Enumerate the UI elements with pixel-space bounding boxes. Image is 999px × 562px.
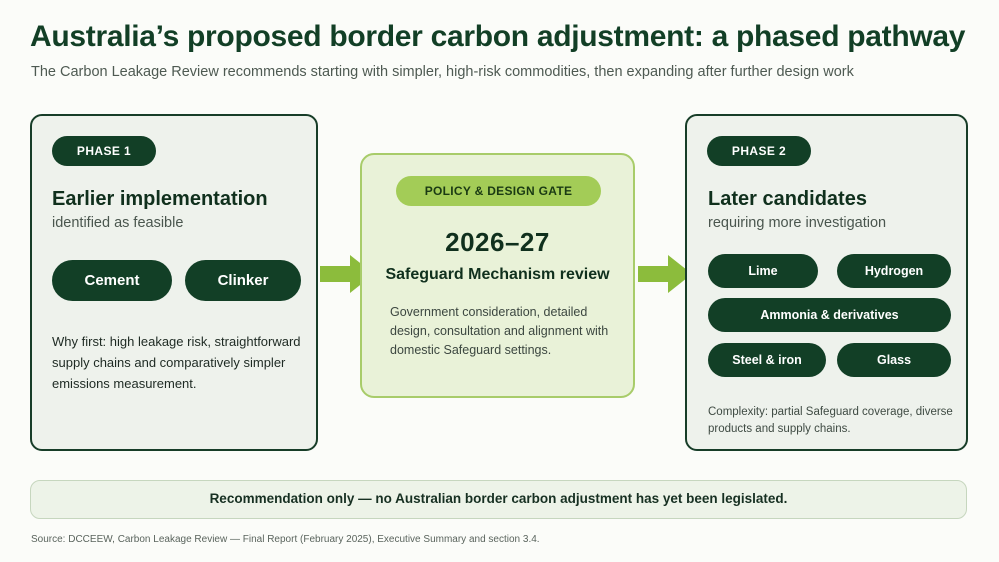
- policy-gate-panel: [360, 153, 635, 398]
- page-title: Australia’s proposed border carbon adjustment: a phased pathway: [30, 20, 966, 53]
- recommendation-banner: Recommendation only — no Australian border carbon adjustment has yet been legislated.: [30, 480, 967, 519]
- phase2-badge: PHASE 2: [707, 136, 811, 166]
- phase1-rationale: Why first: high leakage risk, straightforward supply chains and comparatively simpler emissions measurement.: [52, 334, 301, 391]
- commodity-pill-steel-iron: Steel & iron: [708, 343, 826, 377]
- phase2-title: Later candidates: [708, 188, 867, 210]
- source-note: Source: DCCEEW, Carbon Leakage Review — Final Report (February 2025), Executive Summary and section 3.4.: [31, 534, 540, 545]
- gate-year: 2026–27: [445, 227, 550, 257]
- phase1-title: Earlier implementation: [52, 188, 268, 210]
- commodity-pill-glass: Glass: [837, 343, 951, 377]
- phase2-panel: [685, 114, 968, 451]
- commodity-pill-cement: Cement: [52, 260, 172, 301]
- phase1-subtitle: identified as feasible: [52, 215, 184, 231]
- policy-gate-badge: POLICY & DESIGN GATE: [396, 176, 601, 206]
- phase2-complexity-note: Complexity: partial Safeguard coverage, diverse products and supply chains.: [708, 406, 953, 435]
- phase1-panel: [30, 114, 318, 451]
- gate-description: Government consideration, detailed design, consultation and alignment with domestic Safeguard settings.: [390, 305, 609, 357]
- commodity-pill-lime: Lime: [708, 254, 818, 288]
- phase2-subtitle: requiring more investigation: [708, 215, 887, 231]
- gate-review-title: Safeguard Mechanism review: [385, 266, 610, 283]
- commodity-pill-ammonia: Ammonia & derivatives: [708, 298, 951, 332]
- commodity-pill-hydrogen: Hydrogen: [837, 254, 951, 288]
- page-subtitle: The Carbon Leakage Review recommends starting with simpler, high-risk commodities, then expanding after further design work: [31, 64, 854, 80]
- phase1-badge: PHASE 1: [52, 136, 156, 166]
- commodity-pill-clinker: Clinker: [185, 260, 301, 301]
